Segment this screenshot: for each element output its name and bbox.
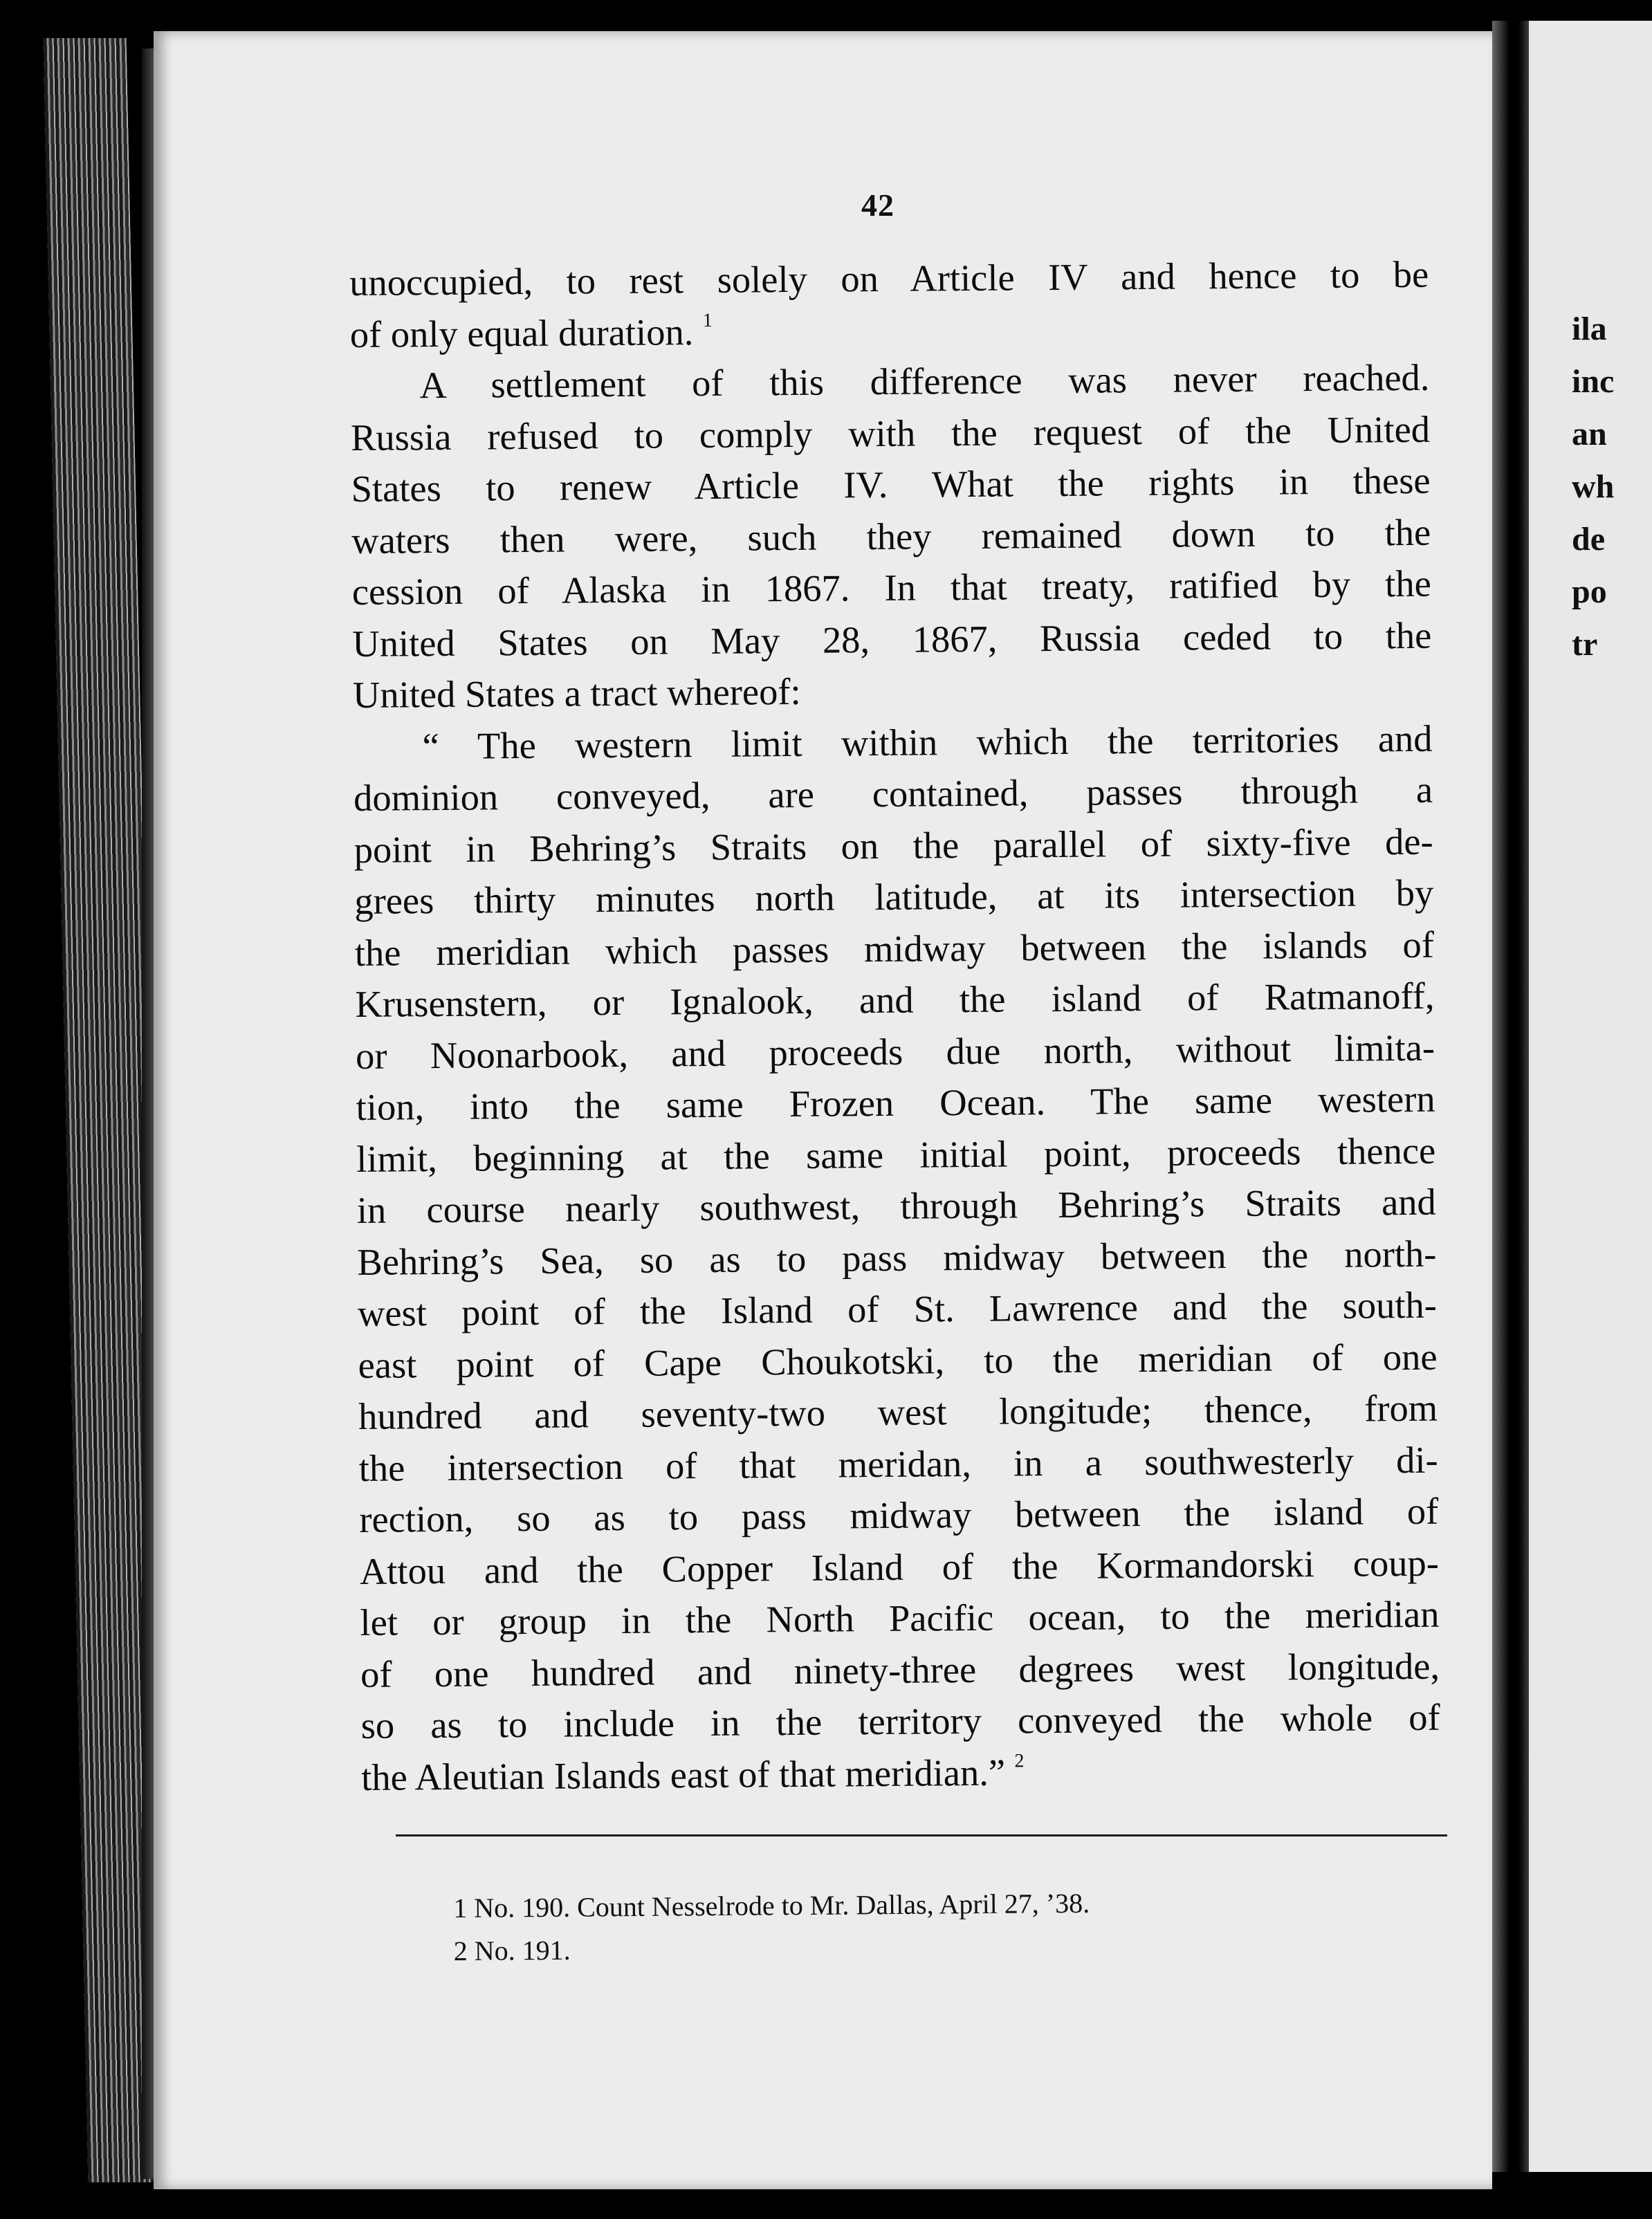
text-line: unoccupied, to rest solely on Article IV and hence to be	[349, 252, 1429, 304]
facing-line: an	[1572, 416, 1607, 452]
facing-page	[1529, 21, 1652, 2172]
text-line: east point of Cape Choukotski, to the meridian of one	[358, 1335, 1438, 1386]
text-line: Russia refused to comply with the request of the United	[350, 407, 1431, 459]
footnote-ref: 1	[702, 309, 713, 331]
text-line: point in Behring’s Straits on the parallel of sixty-five de-	[354, 820, 1433, 871]
facing-line: tr	[1572, 626, 1598, 663]
text-line: United States a tract whereof:	[352, 670, 801, 716]
text-line: rection, so as to pass midway between the island of	[359, 1489, 1439, 1540]
facing-page-text	[1572, 303, 1614, 671]
text-line: Krusenstern, or Ignalook, and the island of Ratmanoff,	[355, 974, 1435, 1025]
text-line: the Aleutian Islands east of that meridian.” $^2$	[361, 1749, 1025, 1798]
text-line: limit, beginning at the same initial point, proceeds thence	[356, 1129, 1436, 1180]
text-line: A settlement of this difference was never reached.	[419, 356, 1430, 407]
text-line: waters then were, such they remained down to the	[351, 510, 1431, 562]
text-line: cession of Alaska in 1867. In that treaty, ratified by the	[351, 562, 1431, 613]
facing-line: ila	[1572, 311, 1607, 347]
text-line: let or group in the North Pacific ocean, to the meridian	[360, 1592, 1440, 1643]
text-line: of only equal duration. $^1$	[349, 309, 713, 356]
text-line: hundred and seventy-two west longitude; thence, from	[358, 1386, 1438, 1437]
text-line: the meridian which passes midway between the islands of	[354, 923, 1435, 974]
page-number: 42	[861, 187, 894, 223]
book-gutter	[1492, 21, 1530, 2172]
footnote-ref: 2	[1014, 1749, 1025, 1772]
text-line: States to renew Article IV. What the rights in these	[351, 459, 1431, 510]
text-line: or Noonarbook, and proceeds due north, without limita-	[355, 1026, 1435, 1077]
text-line: so as to include in the territory conveyed the whole of	[360, 1695, 1440, 1747]
footnote: 2 No. 191.	[453, 1934, 571, 1967]
text-line: Behring’s Sea, so as to pass midway between the north-	[357, 1232, 1437, 1283]
text-line: “ The western limit within which the territories and	[422, 717, 1433, 767]
text-line: west point of the Island of St. Lawrence and the south-	[357, 1283, 1438, 1334]
footnote-divider	[396, 1834, 1447, 1836]
text-line: in course nearly southwest, through Behring’s Straits and	[356, 1180, 1437, 1231]
text-line: grees thirty minutes north latitude, at its intersection by	[354, 871, 1434, 922]
facing-line: de	[1572, 521, 1605, 558]
facing-line: po	[1572, 573, 1607, 610]
page-body-text	[349, 249, 1441, 1803]
text-line: Attou and the Copper Island of the Kormandorski coup-	[359, 1541, 1440, 1592]
footnotes	[453, 1882, 1090, 1973]
text-line: United States on May 28, 1867, Russia ceded to the	[352, 614, 1432, 665]
text-line: of one hundred and ninety-three degrees west longitude,	[360, 1644, 1440, 1695]
footnote: 1 No. 190. Count Nesselrode to Mr. Dallas, April 27, ’38.	[453, 1887, 1090, 1924]
text-line: dominion conveyed, are contained, passes through a	[353, 768, 1433, 819]
text-line: tion, into the same Frozen Ocean. The same western	[356, 1077, 1435, 1128]
text-line: the intersection of that meridan, in a southwesterly di-	[358, 1438, 1438, 1489]
facing-line: wh	[1572, 468, 1615, 505]
facing-line: inc	[1572, 363, 1615, 400]
